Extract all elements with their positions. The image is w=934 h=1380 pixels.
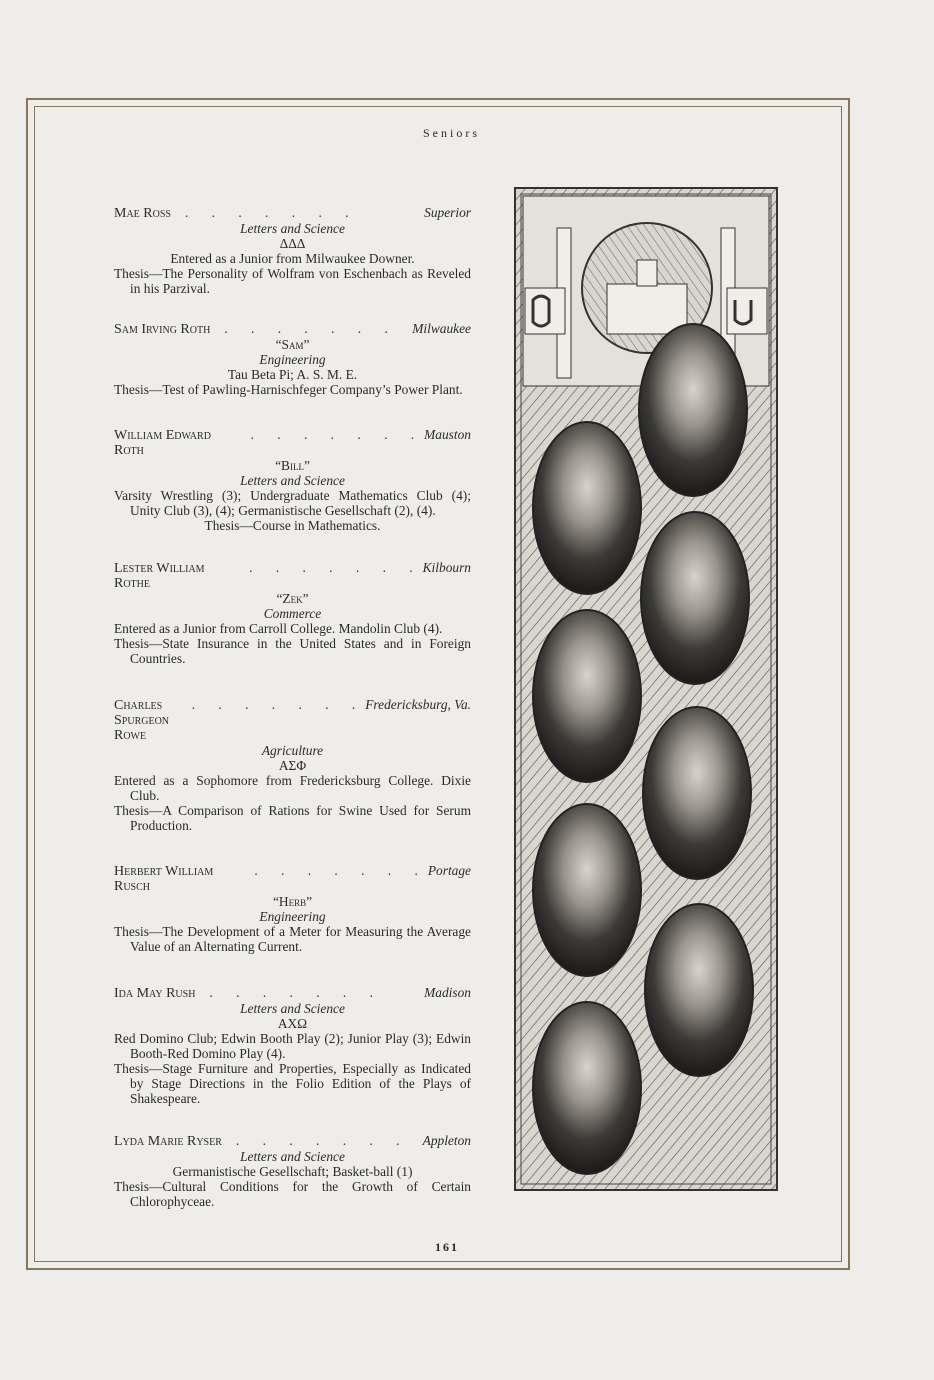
entry-college: Commerce [263, 606, 322, 621]
entry: Sam Irving Roth . . . . . . . Milwaukee “Sam” Engineering Tau Beta Pi; A. S. M. E. Thesis—Test of Pawling-Harnischfeger Company’s Power Plant. [114, 321, 471, 397]
entry-town: Superior [424, 205, 471, 220]
entry-society: ΑΧΩ [277, 1016, 308, 1031]
entry-college: Letters and Science [240, 1149, 345, 1164]
entry-town: Portage [427, 863, 471, 878]
entry-paragraph: Thesis—Test of Pawling-Harnischfeger Company’s Power Plant. [114, 382, 463, 397]
entry-paragraph: Thesis—The Personality of Wolfram von Eschenbach as Reveled in his Parzival. [114, 266, 471, 296]
entry-nickname: “Sam” [275, 337, 310, 352]
entry-name: Lyda Marie Ryser [114, 1134, 222, 1149]
entry-college: Engineering [259, 352, 326, 367]
entry-nickname: “Zek” [276, 591, 309, 606]
entry-paragraph: Thesis—State Insurance in the United States and in Foreign Countries. [114, 636, 471, 666]
portrait-herbert-rusch [533, 804, 641, 976]
portrait-sam-roth [533, 422, 641, 594]
entry: Ida May Rush . . . . . . . Madison Letters and Science ΑΧΩ Red Domino Club; Edwin Booth Play (2); Junior Play (3); Edwin Booth-Red Domino Play (4). Thesis—Stage Furniture and Properties, Especially as Indicated by Stage Directions in the Folio Edition of the Plays of Shakespeare. [114, 985, 471, 1106]
entry-paragraph: Entered as a Junior from Milwaukee Downer. [170, 251, 415, 266]
portrait-mae-ross [639, 324, 747, 496]
entry-college: Letters and Science [240, 1001, 345, 1016]
entry-town: Fredericksburg, Va. [365, 697, 471, 712]
entry-paragraph: Varsity Wrestling (3); Undergraduate Mathematics Club (4); Unity Club (3), (4); Germanistische Gesellschaft (2), (4). [114, 488, 471, 518]
entry-college: Agriculture [261, 743, 324, 758]
entry: Charles Spurgeon Rowe . . . . . . . Fredericksburg, Va. Agriculture ΑΣΦ Entered as a Sophomore from Fredericksburg College. Dixie Club. Thesis—A Comparison of Rations for Swine Used for Serum Production. [114, 697, 471, 833]
entry: Mae Ross . . . . . . . Superior Letters and Science ΔΔΔ Entered as a Junior from Milwaukee Downer. Thesis—The Personality of Wolfram von Eschenbach as Reveled in his Parzival. [114, 205, 471, 296]
entry-name: Lester William Rothe [114, 561, 205, 591]
portrait-william-roth [641, 512, 749, 684]
portrait-lyda-ryser [533, 1002, 641, 1174]
entry-paragraph: Entered as a Sophomore from Fredericksburg College. Dixie Club. [114, 773, 471, 803]
entry-name: William Edward Roth [114, 428, 211, 458]
entry-society: ΑΣΦ [278, 758, 307, 773]
entries-column [114, 205, 471, 1209]
entry: Lester William Rothe . . . . . . . Kilbourn “Zek” Commerce Entered as a Junior from Carroll College. Mandolin Club (4). Thesis—State Insurance in the United States and in Foreign Countries. [114, 560, 471, 666]
entry-college: Letters and Science [240, 221, 345, 236]
entry-society: Tau Beta Pi; A. S. M. E. [227, 367, 358, 382]
entry-name: Sam Irving Roth [114, 322, 211, 337]
portrait-panel [515, 188, 777, 1190]
entry-nickname: “Bill” [275, 458, 310, 473]
portrait-ida-rush [645, 904, 753, 1076]
entry-name: Mae Ross [114, 206, 171, 221]
running-head: Seniors [423, 126, 480, 140]
entry-paragraph: Red Domino Club; Edwin Booth Play (2); Junior Play (3); Edwin Booth-Red Domino Play (4). [114, 1031, 471, 1061]
entry-name: Ida May Rush [114, 986, 196, 1001]
entry-name: Charles Spurgeon Rowe [114, 698, 170, 743]
page-number: 161 [435, 1240, 459, 1254]
entry-nickname: “Herb” [272, 894, 313, 909]
entry-town: Kilbourn [422, 560, 471, 575]
entry-paragraph: Thesis—A Comparison of Rations for Swine Used for Serum Production. [114, 803, 471, 833]
entry-society: ΔΔΔ [279, 236, 306, 251]
entry: Lyda Marie Ryser . . . . . . . Appleton Letters and Science Germanistische Gesellschaft; Basket-ball (1) Thesis—Cultural Conditions for the Growth of Certain Chlorophyceae. [114, 1133, 471, 1209]
entry-college: Letters and Science [240, 473, 345, 488]
entry-town: Mauston [424, 427, 471, 442]
entry-paragraph: Entered as a Junior from Carroll College. Mandolin Club (4). [114, 621, 443, 636]
entry-paragraph: Thesis—Stage Furniture and Properties, Especially as Indicated by Stage Directions in the Folio Edition of the Plays of Shakespeare. [114, 1061, 471, 1106]
entry-name: Herbert William Rusch [114, 864, 214, 894]
entry-town: Appleton [422, 1133, 471, 1148]
entry-college: Engineering [259, 909, 326, 924]
entry-town: Milwaukee [412, 321, 471, 336]
entry-paragraph: Thesis—Course in Mathematics. [204, 518, 381, 533]
entry: Herbert William Rusch . . . . . . . Portage “Herb” Engineering Thesis—The Development of a Meter for Measuring the Average Value of an Alternating Current. [114, 863, 471, 954]
entry-town: Madison [424, 985, 471, 1000]
portrait-charles-rowe [643, 707, 751, 879]
entry-paragraph: Thesis—The Development of a Meter for Measuring the Average Value of an Alternating Current. [114, 924, 471, 954]
portrait-lester-rothe [533, 610, 641, 782]
entry: William Edward Roth . . . . . . . Mauston “Bill” Letters and Science Varsity Wrestling (3); Undergraduate Mathematics Club (4); Unity Club (3), (4); Germanistische Gesellschaft (2), (4). Thesis—Course in Mathematics. [114, 427, 471, 533]
entry-paragraph: Germanistische Gesellschaft; Basket-ball (1) [172, 1164, 413, 1179]
entry-paragraph: Thesis—Cultural Conditions for the Growth of Certain Chlorophyceae. [114, 1179, 471, 1209]
